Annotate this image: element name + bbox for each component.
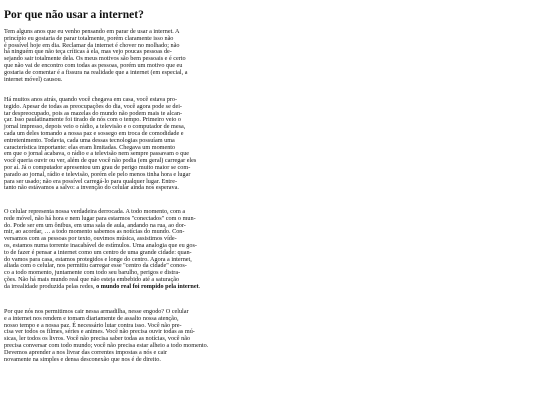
- text-line: Há muitos anos atrás, quando você chegava em casa, você estava pro-: [4, 96, 178, 103]
- text-line: entretenimento. Todavia, cada uma dessas tecnologias possuíam uma: [4, 136, 175, 144]
- text-line: característica importante: elas eram limitadas. Chegava um momento: [4, 143, 176, 151]
- text-line: princípio eu gostaria de parar totalmente, porém claramente isso não: [4, 34, 174, 42]
- text-line: para ser usado; não era possível carregá-lo para qualquer lugar. Entre-: [4, 177, 177, 185]
- text-line: tar despreocupado, pois as mazelas do mundo não podem mais te alcan-: [4, 109, 183, 117]
- text-line: que não vai de encontro com todas as pessoas, porém um motivo que eu: [4, 61, 183, 69]
- text-line: ções. Não há mais mundo real que não esteja embebido até a saturação: [4, 275, 180, 283]
- paragraph-2: [4, 97, 196, 192]
- text-line: sejando sair totalmente dela. Os meus motivos são bem pessoais e é certo: [4, 55, 186, 63]
- text-line: internet móvel) causou.: [4, 75, 63, 83]
- text-line: parado ao jornal, rádio e televisão, porém ele pelo menos tinha hora e lugar: [4, 170, 191, 178]
- text-line: mir, ao acordar, … a todo momento sabemos as notícias do mundo. Con-: [4, 228, 185, 236]
- text-line: jornal impresso, depois veio o rádio, a televisão e o computador de mesa,: [4, 123, 186, 131]
- text-line: em que o jornal acabava, o rádio e a televisão nem sempre passavam o que: [4, 150, 190, 158]
- text-line: tanto não estávamos a salvo: a invenção do celular ainda nos esperava.: [4, 184, 179, 192]
- text-segment: .: [198, 282, 201, 290]
- text-segment: da irrealidade produzida pelas redes,: [4, 282, 97, 290]
- bold-phrase: o mundo real foi rompido pela internet: [96, 282, 199, 290]
- text-line: çar. Isso paulatinamente foi tirado de nós com o tempo. Primeiro veio o: [4, 116, 181, 124]
- text-line: os, estamos numa torrente inacabável de estímulos. Uma analogia que eu gos-: [4, 241, 197, 249]
- text-line: gostaria de comentar é a fissura na realidade que a internet (em especial, a: [4, 68, 188, 76]
- text-line: aliada com o celular, nos permitiu carregar esse "centro da cidade" conos-: [4, 262, 187, 270]
- paragraph-3: [4, 209, 200, 291]
- text-line: cisa ver todos os filmes, séries e animes. Você não precisa ouvir todas as mú-: [4, 328, 195, 336]
- text-line: é possível hoje em dia. Reclamar da internet é chover no molhado; não: [4, 41, 180, 49]
- text-line: do. Pode ser em um ônibus, em uma sala de aula, andando na rua, ao dor-: [4, 221, 186, 229]
- text-line: tegido. Apesar de todas as preocupações do dia, você agora pode se dei-: [4, 102, 182, 110]
- text-line: rede móvel, não há hora e nem lugar para estarmos "conectados" com o mun-: [4, 214, 196, 222]
- text-line: co a todo momento, juntamente com todo seu barulho, perigos e distra-: [4, 269, 181, 277]
- paragraph-1: [4, 29, 187, 83]
- text-line: precisa conversar com todo mundo; você não precisa estar alheio a todo momento.: [4, 341, 209, 349]
- text-line: cada um deles tomando a nossa paz e sossego em troca de comodidade e: [4, 129, 184, 137]
- text-line: to de fazer é pensar a internet como um centro de uma grande cidade: quan-: [4, 248, 192, 256]
- text-line: do vamos para casa, estamos protegidos e longe do centro. Agora a internet,: [4, 255, 192, 263]
- text-line: sicas, ler todos os livros. Você não precisa saber todas as notícias, você não: [4, 335, 191, 343]
- text-line: novamente na simples e densa desconexão que nos é de direito.: [4, 355, 161, 363]
- text-line: e a internet nos rendem e tomam diariamente de assalto nossa atenção,: [4, 314, 179, 322]
- article-title: Por que não usar a internet?: [4, 9, 144, 21]
- text-line: por aí. Já o computador apresentou um grau de perigo muito maior se com-: [4, 163, 191, 171]
- text-line: há ninguém que não teça críticas à ela, mas vejo poucas pessoas de-: [4, 48, 172, 56]
- text-line: versamos com as pessoas por texto, ouvimos música, assistimos víde-: [4, 235, 177, 243]
- text-line: nosso tempo e a nossa paz. É necessário lutar contra isso. Você não pre-: [4, 321, 182, 329]
- text-line: Devemos aprender a nos livrar das correntes impostas a nós e cair: [4, 348, 168, 356]
- text-line: Por que nós nos permitimos cair nessa armadilha, nesse engodo? O celular: [4, 308, 189, 315]
- paragraph-4: [4, 309, 208, 363]
- text-line-emphasis: [4, 284, 200, 291]
- text-line: você queria ouvir ou ver, além de que você não podia (em geral) carregar eles: [4, 157, 197, 165]
- text-line: O celular representa nossa verdadeira derrocada. A todo momento, com a: [4, 208, 186, 215]
- text-line: Tem alguns anos que eu venho pensando em parar de usar a internet. A: [4, 28, 180, 35]
